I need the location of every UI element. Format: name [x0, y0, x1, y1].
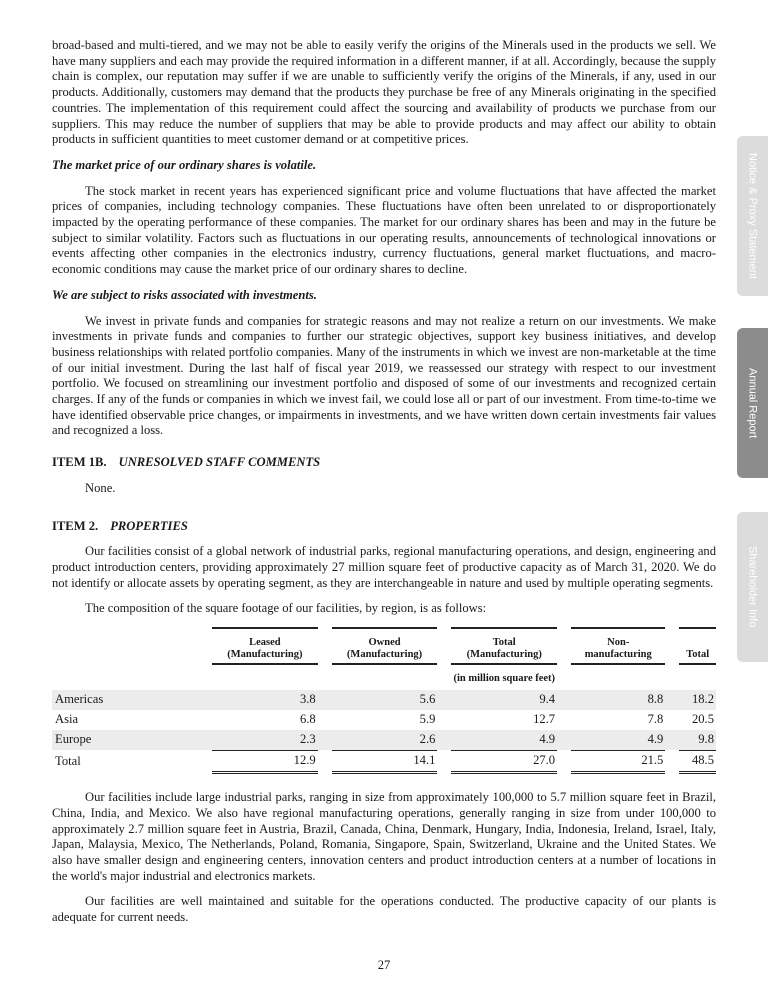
table-row [52, 750, 716, 774]
column-header-region [52, 627, 212, 665]
side-tab-label: Annual Report [746, 367, 759, 439]
region-cell: Asia [55, 712, 79, 727]
value-cell: 48.5 [679, 750, 716, 774]
value-cell: 2.6 [332, 730, 438, 750]
region-cell: Europe [52, 730, 212, 750]
item-number: ITEM 1B. [52, 455, 107, 470]
table-row [52, 690, 716, 710]
table-row [52, 730, 716, 750]
value-cell: 4.9 [571, 730, 665, 750]
value-cell: 5.6 [332, 690, 438, 710]
facilities-table [52, 627, 716, 774]
column-header: Leased (Manufacturing) [212, 627, 318, 665]
item-title: UNRESOLVED STAFF COMMENTS [118, 455, 321, 470]
paragraph: None. [85, 480, 116, 495]
side-tab-label: Notice & Proxy Statement [746, 153, 759, 279]
region-cell: Americas [52, 690, 212, 710]
column-header: Owned (Manufacturing) [332, 627, 438, 665]
paragraph: We invest in private funds and companies for strategic reasons and may not realize a return on our investments. We make investments in private funds and companies to further our strategic objectives, support key business initiatives, and develop business relationships with related portfolio companies. Many of the instruments in which we invest are non-marketable at the time of our initial investment. During the last half of fiscal year 2019, we reassessed our strategy with respect to our investment portfolio. We focused on streamlining our investment portfolio and disposed of some of our investments and recognized certain charges. If any of the funds or companies in which we invest fail, we could lose all or part of our investment. From time-to-time we have identified observable price changes, or impairments in investments, and we have written down certain investments fair values and recognized a loss. [52, 313, 716, 438]
value-cell: 21.5 [571, 750, 665, 774]
item-number: ITEM 2. [52, 518, 99, 533]
value-cell: 6.8 [299, 712, 316, 727]
value-cell: 14.1 [332, 750, 438, 774]
region-cell: Total [55, 754, 81, 769]
paragraph: The stock market in recent years has experienced significant price and volume fluctuations that have affected the market prices of companies, including technology companies. These fluctuations have often been unrelated to or disproportionately impacted by the operating performance of these companies. The market for our ordinary shares has been and may in the future be subject to similar volatility. Factors such as fluctuations in our operating results, announcements of technological innovations or events affecting other companies in the electronics industry, currency fluctuations, general market fluctuations, and macro-economic conditions may cause the market price of our ordinary shares to decline. [52, 183, 716, 277]
paragraph: Our facilities are well maintained and suitable for the operations conducted. The productive capacity of our plants is adequate for current needs. [52, 894, 716, 925]
value-cell: 9.8 [679, 730, 716, 750]
side-tab-notice-proxy[interactable] [737, 136, 768, 296]
value-cell: 9.4 [451, 690, 557, 710]
side-tab-annual-report[interactable] [737, 328, 768, 478]
column-header: Total (Manufacturing) [451, 627, 557, 665]
column-header: Non- manufacturing [571, 627, 665, 665]
value-cell: 7.8 [647, 712, 664, 727]
value-cell: 12.9 [212, 750, 318, 774]
paragraph: Our facilities consist of a global network of industrial parks, regional manufacturing operations, and design, engineering and product introduction centers, providing approximately 27 million square feet of productive capacity as of March 31, 2020. We do not identify or allocate assets by operating segment, as they are interchangeable in nature and used by multiple operating segments. [52, 544, 716, 590]
item-1b-heading [52, 455, 716, 471]
paragraph: broad-based and multi-tiered, and we may not be able to easily verify the origins of the Minerals used in the products we sell. We have many suppliers and each may provide the required information in a different manner, if at all. Accordingly, because the supply chain is complex, our reputation may suffer if we are unable to sufficiently verify the origins of the Minerals, if any, used in our products. Additionally, customers may demand that the products they purchase be free of any Minerals originating in the specified countries. The implementation of this requirement could affect the sourcing and availability of products we purchase from our suppliers. This may reduce the number of suppliers that may be able to provide products and may affect our ability to obtain products in sufficient quantities to meet customer demand or at competitive prices. [52, 38, 716, 147]
paragraph: The composition of the square footage of our facilities, by region, is as follows: [85, 601, 487, 616]
side-tab-label: Shareholder Info [746, 546, 759, 628]
table-unit: (in million square feet) [453, 673, 556, 685]
value-cell: 4.9 [451, 730, 557, 750]
subheading: The market price of our ordinary shares is volatile. [52, 157, 317, 172]
side-tab-shareholder-info[interactable] [737, 512, 768, 662]
value-cell: 2.3 [212, 730, 318, 750]
value-cell: 20.5 [691, 712, 714, 727]
page-content [52, 38, 716, 936]
column-header: Total [679, 627, 716, 665]
item-2-heading [52, 519, 716, 535]
value-cell: 3.8 [212, 690, 318, 710]
paragraph: Our facilities include large industrial parks, ranging in size from approximately 100,000 to 5.7 million square feet in Brazil, China, India, and Mexico. We also have regional manufacturing operations, generally ranging in size from under 100,000 to approximately 2.7 million square feet in Austria, Brazil, Canada, China, Denmark, Hungary, India, Indonesia, Ireland, Israel, Italy, Japan, Malaysia, Mexico, The Netherlands, Poland, Romania, Singapore, Spain, Switzerland, Ukraine and the United States. We also have smaller design and engineering centers, innovation centers and product introduction centers at a number of locations in the world's major industrial and electronics markets. [52, 790, 716, 883]
value-cell: 5.9 [419, 712, 436, 727]
page-number: 27 [377, 958, 391, 972]
value-cell: 8.8 [571, 690, 665, 710]
subheading: We are subject to risks associated with investments. [52, 287, 317, 302]
item-title: PROPERTIES [110, 518, 188, 533]
table-row [52, 710, 716, 730]
value-cell: 18.2 [679, 690, 716, 710]
value-cell: 27.0 [451, 750, 557, 774]
value-cell: 12.7 [533, 712, 556, 727]
